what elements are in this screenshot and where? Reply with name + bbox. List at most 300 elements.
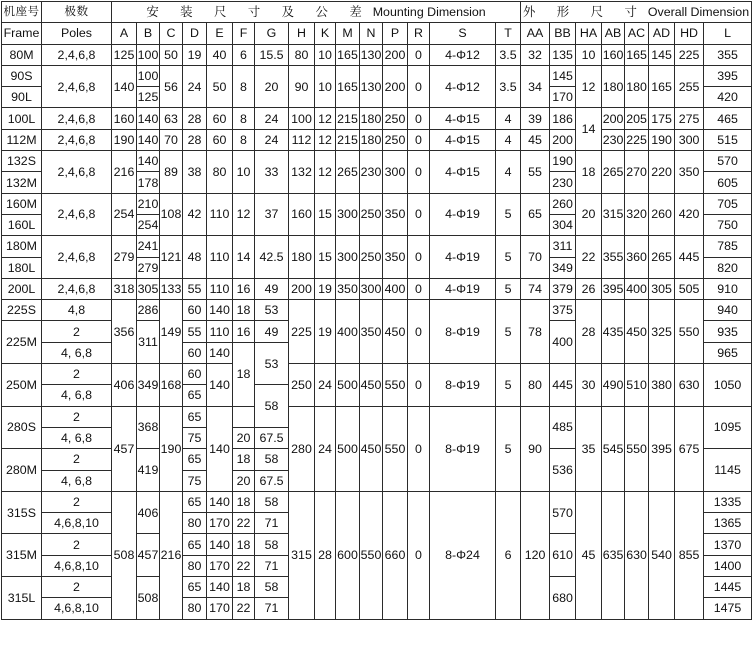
cell-t: 4 [496, 108, 521, 129]
cell-aa: 80 [521, 364, 550, 407]
cell-frame: 315L [2, 577, 42, 620]
cell-n: 450 [360, 364, 383, 407]
cell-poles: 2,4,6,8 [42, 193, 112, 236]
cell-aa: 32 [521, 44, 550, 65]
cell-ab: 545 [602, 406, 625, 491]
cell-ab: 315 [602, 193, 625, 236]
cell-r: 0 [408, 108, 430, 129]
cell-d: 80 [183, 513, 207, 534]
col-header-b: B [137, 23, 160, 44]
cell-aa: 65 [521, 193, 550, 236]
cell-p: 350 [383, 193, 408, 236]
cell-poles: 2,4,6,8 [42, 236, 112, 279]
cell-n: 130 [360, 44, 383, 65]
table-row [2, 300, 752, 321]
table-row [2, 236, 752, 257]
cell-d: 65 [183, 385, 207, 406]
cell-c: 89 [160, 151, 183, 194]
cell-l: 1095 [704, 406, 752, 449]
cell-hd: 630 [675, 364, 704, 407]
cell-r: 0 [408, 406, 430, 491]
cell-b: 210 [137, 193, 160, 214]
cell-r: 0 [408, 491, 430, 619]
col-header-m: M [336, 23, 360, 44]
cell-b: 140 [137, 129, 160, 150]
cell-n: 450 [360, 406, 383, 491]
cell-ac: 270 [625, 151, 649, 194]
cell-ha: 30 [576, 364, 602, 407]
cell-bb: 311 [550, 236, 576, 257]
cell-e: 140 [207, 342, 233, 363]
cell-e: 140 [207, 491, 233, 512]
cell-aa: 39 [521, 108, 550, 129]
cell-r: 0 [408, 65, 430, 108]
cell-l: 935 [704, 321, 752, 342]
cell-n: 250 [360, 193, 383, 236]
cell-poles: 2,4,6,8 [42, 44, 112, 65]
cell-poles: 4,6,8,10 [42, 555, 112, 576]
cell-c: 168 [160, 364, 183, 407]
cell-frame: 180L [2, 257, 42, 278]
table-row [2, 151, 752, 172]
cell-ab: 265 [602, 151, 625, 194]
cell-f-250m: 18 [233, 342, 255, 406]
cell-a: 356 [112, 300, 137, 364]
cell-ad: 265 [649, 236, 675, 279]
cell-n: 230 [360, 151, 383, 194]
cell-h: 180 [289, 236, 315, 279]
cell-frame: 280S [2, 406, 42, 449]
col-header-k: K [315, 23, 336, 44]
cell-ad: 175 [649, 108, 675, 129]
cell-g: 71 [255, 513, 289, 534]
cell-g: 53 [255, 300, 289, 321]
cell-f: 18 [233, 534, 255, 555]
cell-f: 22 [233, 513, 255, 534]
cell-hd: 275 [675, 108, 704, 129]
cell-ha: 10 [576, 44, 602, 65]
table-row [2, 44, 752, 65]
cell-frame: 180M [2, 236, 42, 257]
cell-c: 56 [160, 65, 183, 108]
cell-g: 58 [255, 385, 289, 428]
cell-t: 5 [496, 278, 521, 299]
cell-e: 170 [207, 555, 233, 576]
cell-l: 1475 [704, 598, 752, 619]
cell-r: 0 [408, 193, 430, 236]
cell-frame: 200L [2, 278, 42, 299]
cell-s: 8-Φ19 [430, 406, 496, 491]
col-header-h: H [289, 23, 315, 44]
col-header-d: D [183, 23, 207, 44]
cell-l: 1145 [704, 449, 752, 492]
cell-s: 8-Φ19 [430, 364, 496, 407]
cell-t: 5 [496, 193, 521, 236]
cell-f: 22 [233, 555, 255, 576]
cell-poles: 4, 6,8 [42, 470, 112, 491]
cell-m: 165 [336, 44, 360, 65]
cell-c: 70 [160, 129, 183, 150]
cell-d: 42 [183, 193, 207, 236]
cell-e: 140 [207, 406, 233, 491]
cell-bb: 170 [550, 87, 576, 108]
cell-b: 349 [137, 364, 160, 407]
cell-frame: 90S [2, 65, 42, 86]
header-row-2 [2, 23, 752, 44]
cell-g: 58 [255, 534, 289, 555]
cell-b: 311 [137, 321, 160, 364]
cell-d: 55 [183, 278, 207, 299]
cell-d: 65 [183, 534, 207, 555]
cell-a: 190 [112, 129, 137, 150]
cell-poles: 4,8 [42, 300, 112, 321]
cell-ad: 305 [649, 278, 675, 299]
cell-g: 37 [255, 193, 289, 236]
cell-s: 4-Φ15 [430, 129, 496, 150]
col-header-f: F [233, 23, 255, 44]
cell-f: 16 [233, 321, 255, 342]
cell-n: 250 [360, 236, 383, 279]
cell-poles: 2,4,6,8 [42, 129, 112, 150]
cell-hd: 505 [675, 278, 704, 299]
table-row [2, 491, 752, 512]
cell-l: 785 [704, 236, 752, 257]
cell-bb: 445 [550, 364, 576, 407]
cell-a: 318 [112, 278, 137, 299]
cell-p: 550 [383, 364, 408, 407]
cell-f: 8 [233, 129, 255, 150]
cell-k: 10 [315, 44, 336, 65]
cell-aa: 45 [521, 129, 550, 150]
cell-f: 8 [233, 108, 255, 129]
cell-r: 0 [408, 151, 430, 194]
cell-bb: 536 [550, 449, 576, 492]
cell-f: 14 [233, 236, 255, 279]
cell-n: 300 [360, 278, 383, 299]
cell-t: 5 [496, 236, 521, 279]
cell-p: 200 [383, 65, 408, 108]
cell-m: 500 [336, 364, 360, 407]
cell-ac: 180 [625, 65, 649, 108]
cell-d: 28 [183, 108, 207, 129]
cell-hd: 855 [675, 491, 704, 619]
cell-h: 280 [289, 406, 315, 491]
cell-d: 75 [183, 427, 207, 448]
cell-ab: 355 [602, 236, 625, 279]
cell-p: 250 [383, 108, 408, 129]
cell-d: 24 [183, 65, 207, 108]
cell-ha: 22 [576, 236, 602, 279]
cell-hd: 420 [675, 193, 704, 236]
cell-n: 350 [360, 300, 383, 364]
cell-frame: 160L [2, 214, 42, 235]
cell-l: 910 [704, 278, 752, 299]
cell-l: 1050 [704, 364, 752, 407]
cell-a: 125 [112, 44, 137, 65]
cell-k: 12 [315, 108, 336, 129]
cell-c: 216 [160, 491, 183, 619]
cell-h: 250 [289, 364, 315, 407]
cell-g: 58 [255, 491, 289, 512]
cell-ab: 160 [602, 44, 625, 65]
mounting-dimension-header: 安 装 尺 寸 及 公 差 Mounting Dimension [112, 2, 521, 23]
cell-s: 8-Φ19 [430, 300, 496, 364]
cell-poles: 4, 6,8 [42, 342, 112, 363]
cell-m: 500 [336, 406, 360, 491]
cell-b: 419 [137, 449, 160, 492]
cell-k: 12 [315, 151, 336, 194]
cell-d: 65 [183, 449, 207, 470]
cell-l: 465 [704, 108, 752, 129]
col-header-r: R [408, 23, 430, 44]
cell-frame: 160M [2, 193, 42, 214]
cell-poles: 4,6,8,10 [42, 513, 112, 534]
cell-ad: 220 [649, 151, 675, 194]
cell-f: 16 [233, 278, 255, 299]
cell-e: 50 [207, 65, 233, 108]
cell-g: 42.5 [255, 236, 289, 279]
cell-f: 20 [233, 427, 255, 448]
cell-poles: 2,4,6,8 [42, 108, 112, 129]
cell-poles: 2,4,6,8 [42, 65, 112, 108]
cell-ab: 230 [602, 129, 625, 150]
col-header-e: E [207, 23, 233, 44]
cell-d: 28 [183, 129, 207, 150]
cell-f: 20 [233, 470, 255, 491]
cell-ad: 145 [649, 44, 675, 65]
cell-p: 660 [383, 491, 408, 619]
cell-r: 0 [408, 364, 430, 407]
cell-poles: 2 [42, 406, 112, 427]
cell-c: 133 [160, 278, 183, 299]
cell-n: 180 [360, 108, 383, 129]
cell-frame: 90L [2, 87, 42, 108]
cell-ha: 18 [576, 151, 602, 194]
cell-aa: 70 [521, 236, 550, 279]
cell-ab: 635 [602, 491, 625, 619]
cell-bb: 570 [550, 491, 576, 534]
cell-ha: 20 [576, 193, 602, 236]
cell-e: 110 [207, 321, 233, 342]
cell-poles: 2 [42, 534, 112, 555]
col-header-bb: BB [550, 23, 576, 44]
cell-m: 165 [336, 65, 360, 108]
header-row-1 [2, 2, 752, 23]
cell-bb: 260 [550, 193, 576, 214]
cell-l: 940 [704, 300, 752, 321]
table-row [2, 129, 752, 150]
cell-b: 279 [137, 257, 160, 278]
cell-r: 0 [408, 44, 430, 65]
cell-poles: 2 [42, 491, 112, 512]
cell-ac: 360 [625, 236, 649, 279]
col-header-t: T [496, 23, 521, 44]
cell-ad: 325 [649, 300, 675, 364]
cell-k: 10 [315, 65, 336, 108]
cell-poles: 2 [42, 321, 112, 342]
cell-l: 705 [704, 193, 752, 214]
cell-k: 24 [315, 364, 336, 407]
cell-e: 170 [207, 598, 233, 619]
cell-ha: 12 [576, 65, 602, 108]
cell-m: 215 [336, 129, 360, 150]
cell-t: 5 [496, 300, 521, 364]
cell-p: 450 [383, 300, 408, 364]
col-header-s: S [430, 23, 496, 44]
cell-d: 65 [183, 577, 207, 598]
table-row [2, 364, 752, 385]
cell-hd: 300 [675, 129, 704, 150]
cell-b: 254 [137, 214, 160, 235]
cell-a: 216 [112, 151, 137, 194]
cell-s: 4-Φ12 [430, 44, 496, 65]
cell-b: 178 [137, 172, 160, 193]
cell-poles: 2,4,6,8 [42, 151, 112, 194]
cell-l: 515 [704, 129, 752, 150]
cell-p: 300 [383, 151, 408, 194]
cell-b: 406 [137, 491, 160, 534]
cell-e: 80 [207, 151, 233, 194]
cell-frame: 225M [2, 321, 42, 364]
cell-aa: 120 [521, 491, 550, 619]
cell-ha: 35 [576, 406, 602, 491]
cell-bb: 485 [550, 406, 576, 449]
cell-m: 300 [336, 193, 360, 236]
cell-poles: 4, 6,8 [42, 427, 112, 448]
cell-l: 420 [704, 87, 752, 108]
cell-poles: 2,4,6,8 [42, 278, 112, 299]
cell-b: 100 [137, 44, 160, 65]
cell-frame: 112M [2, 129, 42, 150]
cell-ab: 490 [602, 364, 625, 407]
cell-bb: 186 [550, 108, 576, 129]
cell-f: 12 [233, 193, 255, 236]
cell-g: 71 [255, 555, 289, 576]
cell-d: 80 [183, 555, 207, 576]
cell-hd: 255 [675, 65, 704, 108]
cell-d: 75 [183, 470, 207, 491]
cell-d: 60 [183, 300, 207, 321]
cell-ad: 190 [649, 129, 675, 150]
cell-bb: 375 [550, 300, 576, 321]
cell-b: 508 [137, 577, 160, 620]
cell-bb: 135 [550, 44, 576, 65]
cell-m: 265 [336, 151, 360, 194]
cell-ad: 395 [649, 406, 675, 491]
cell-ad: 165 [649, 65, 675, 108]
cell-h: 112 [289, 129, 315, 150]
cell-c: 190 [160, 406, 183, 491]
cell-f: 6 [233, 44, 255, 65]
cell-m: 600 [336, 491, 360, 619]
cell-b: 140 [137, 108, 160, 129]
cell-d: 60 [183, 364, 207, 385]
cell-b: 457 [137, 534, 160, 577]
cell-e: 110 [207, 193, 233, 236]
cell-h: 315 [289, 491, 315, 619]
col-header-ac: AC [625, 23, 649, 44]
overall-dimension-header: 外 形 尺 寸 Overall Dimension [521, 2, 752, 23]
cell-h: 100 [289, 108, 315, 129]
cell-bb: 190 [550, 151, 576, 172]
cell-l: 355 [704, 44, 752, 65]
cell-ad: 380 [649, 364, 675, 407]
cell-hd: 225 [675, 44, 704, 65]
cell-d: 48 [183, 236, 207, 279]
cell-r: 0 [408, 300, 430, 364]
cell-poles: 2 [42, 449, 112, 470]
cell-frame: 132M [2, 172, 42, 193]
cell-s: 4-Φ15 [430, 108, 496, 129]
cell-g: 49 [255, 278, 289, 299]
cell-m: 400 [336, 300, 360, 364]
cell-ab: 180 [602, 65, 625, 108]
cell-b: 286 [137, 300, 160, 321]
cell-ac: 400 [625, 278, 649, 299]
cell-g: 15.5 [255, 44, 289, 65]
poles-cn-header: 极数 [42, 2, 112, 23]
cell-c: 63 [160, 108, 183, 129]
cell-a: 508 [112, 491, 137, 619]
cell-b: 368 [137, 406, 160, 449]
cell-s: 4-Φ19 [430, 236, 496, 279]
col-header-hd: HD [675, 23, 704, 44]
cell-h: 80 [289, 44, 315, 65]
table-row [2, 193, 752, 214]
col-header-c: C [160, 23, 183, 44]
cell-a: 140 [112, 65, 137, 108]
cell-bb: 379 [550, 278, 576, 299]
cell-t: 3.5 [496, 65, 521, 108]
cell-ad: 260 [649, 193, 675, 236]
cell-g: 67.5 [255, 470, 289, 491]
cell-d: 38 [183, 151, 207, 194]
cell-r: 0 [408, 129, 430, 150]
cell-g: 24 [255, 108, 289, 129]
cell-bb: 349 [550, 257, 576, 278]
cell-k: 24 [315, 406, 336, 491]
cell-bb: 304 [550, 214, 576, 235]
cell-f: 18 [233, 577, 255, 598]
cell-b: 100 [137, 65, 160, 86]
col-header-g: G [255, 23, 289, 44]
cell-ad: 540 [649, 491, 675, 619]
cell-hd: 675 [675, 406, 704, 491]
cell-t: 5 [496, 364, 521, 407]
cell-a: 457 [112, 406, 137, 491]
cell-d: 55 [183, 321, 207, 342]
cell-g: 67.5 [255, 427, 289, 448]
cell-f: 18 [233, 300, 255, 321]
cell-poles: 4, 6,8 [42, 385, 112, 406]
cell-e: 60 [207, 108, 233, 129]
cell-l: 750 [704, 214, 752, 235]
col-header-l: L [704, 23, 752, 44]
cell-k: 15 [315, 193, 336, 236]
cell-n: 550 [360, 491, 383, 619]
cell-ab: 395 [602, 278, 625, 299]
cell-l: 1365 [704, 513, 752, 534]
cell-t: 3.5 [496, 44, 521, 65]
cell-frame: 250M [2, 364, 42, 407]
cell-k: 28 [315, 491, 336, 619]
cell-g: 58 [255, 449, 289, 470]
cell-ac: 550 [625, 406, 649, 491]
cell-b: 241 [137, 236, 160, 257]
cell-r: 0 [408, 236, 430, 279]
cell-ab: 435 [602, 300, 625, 364]
cell-aa: 74 [521, 278, 550, 299]
